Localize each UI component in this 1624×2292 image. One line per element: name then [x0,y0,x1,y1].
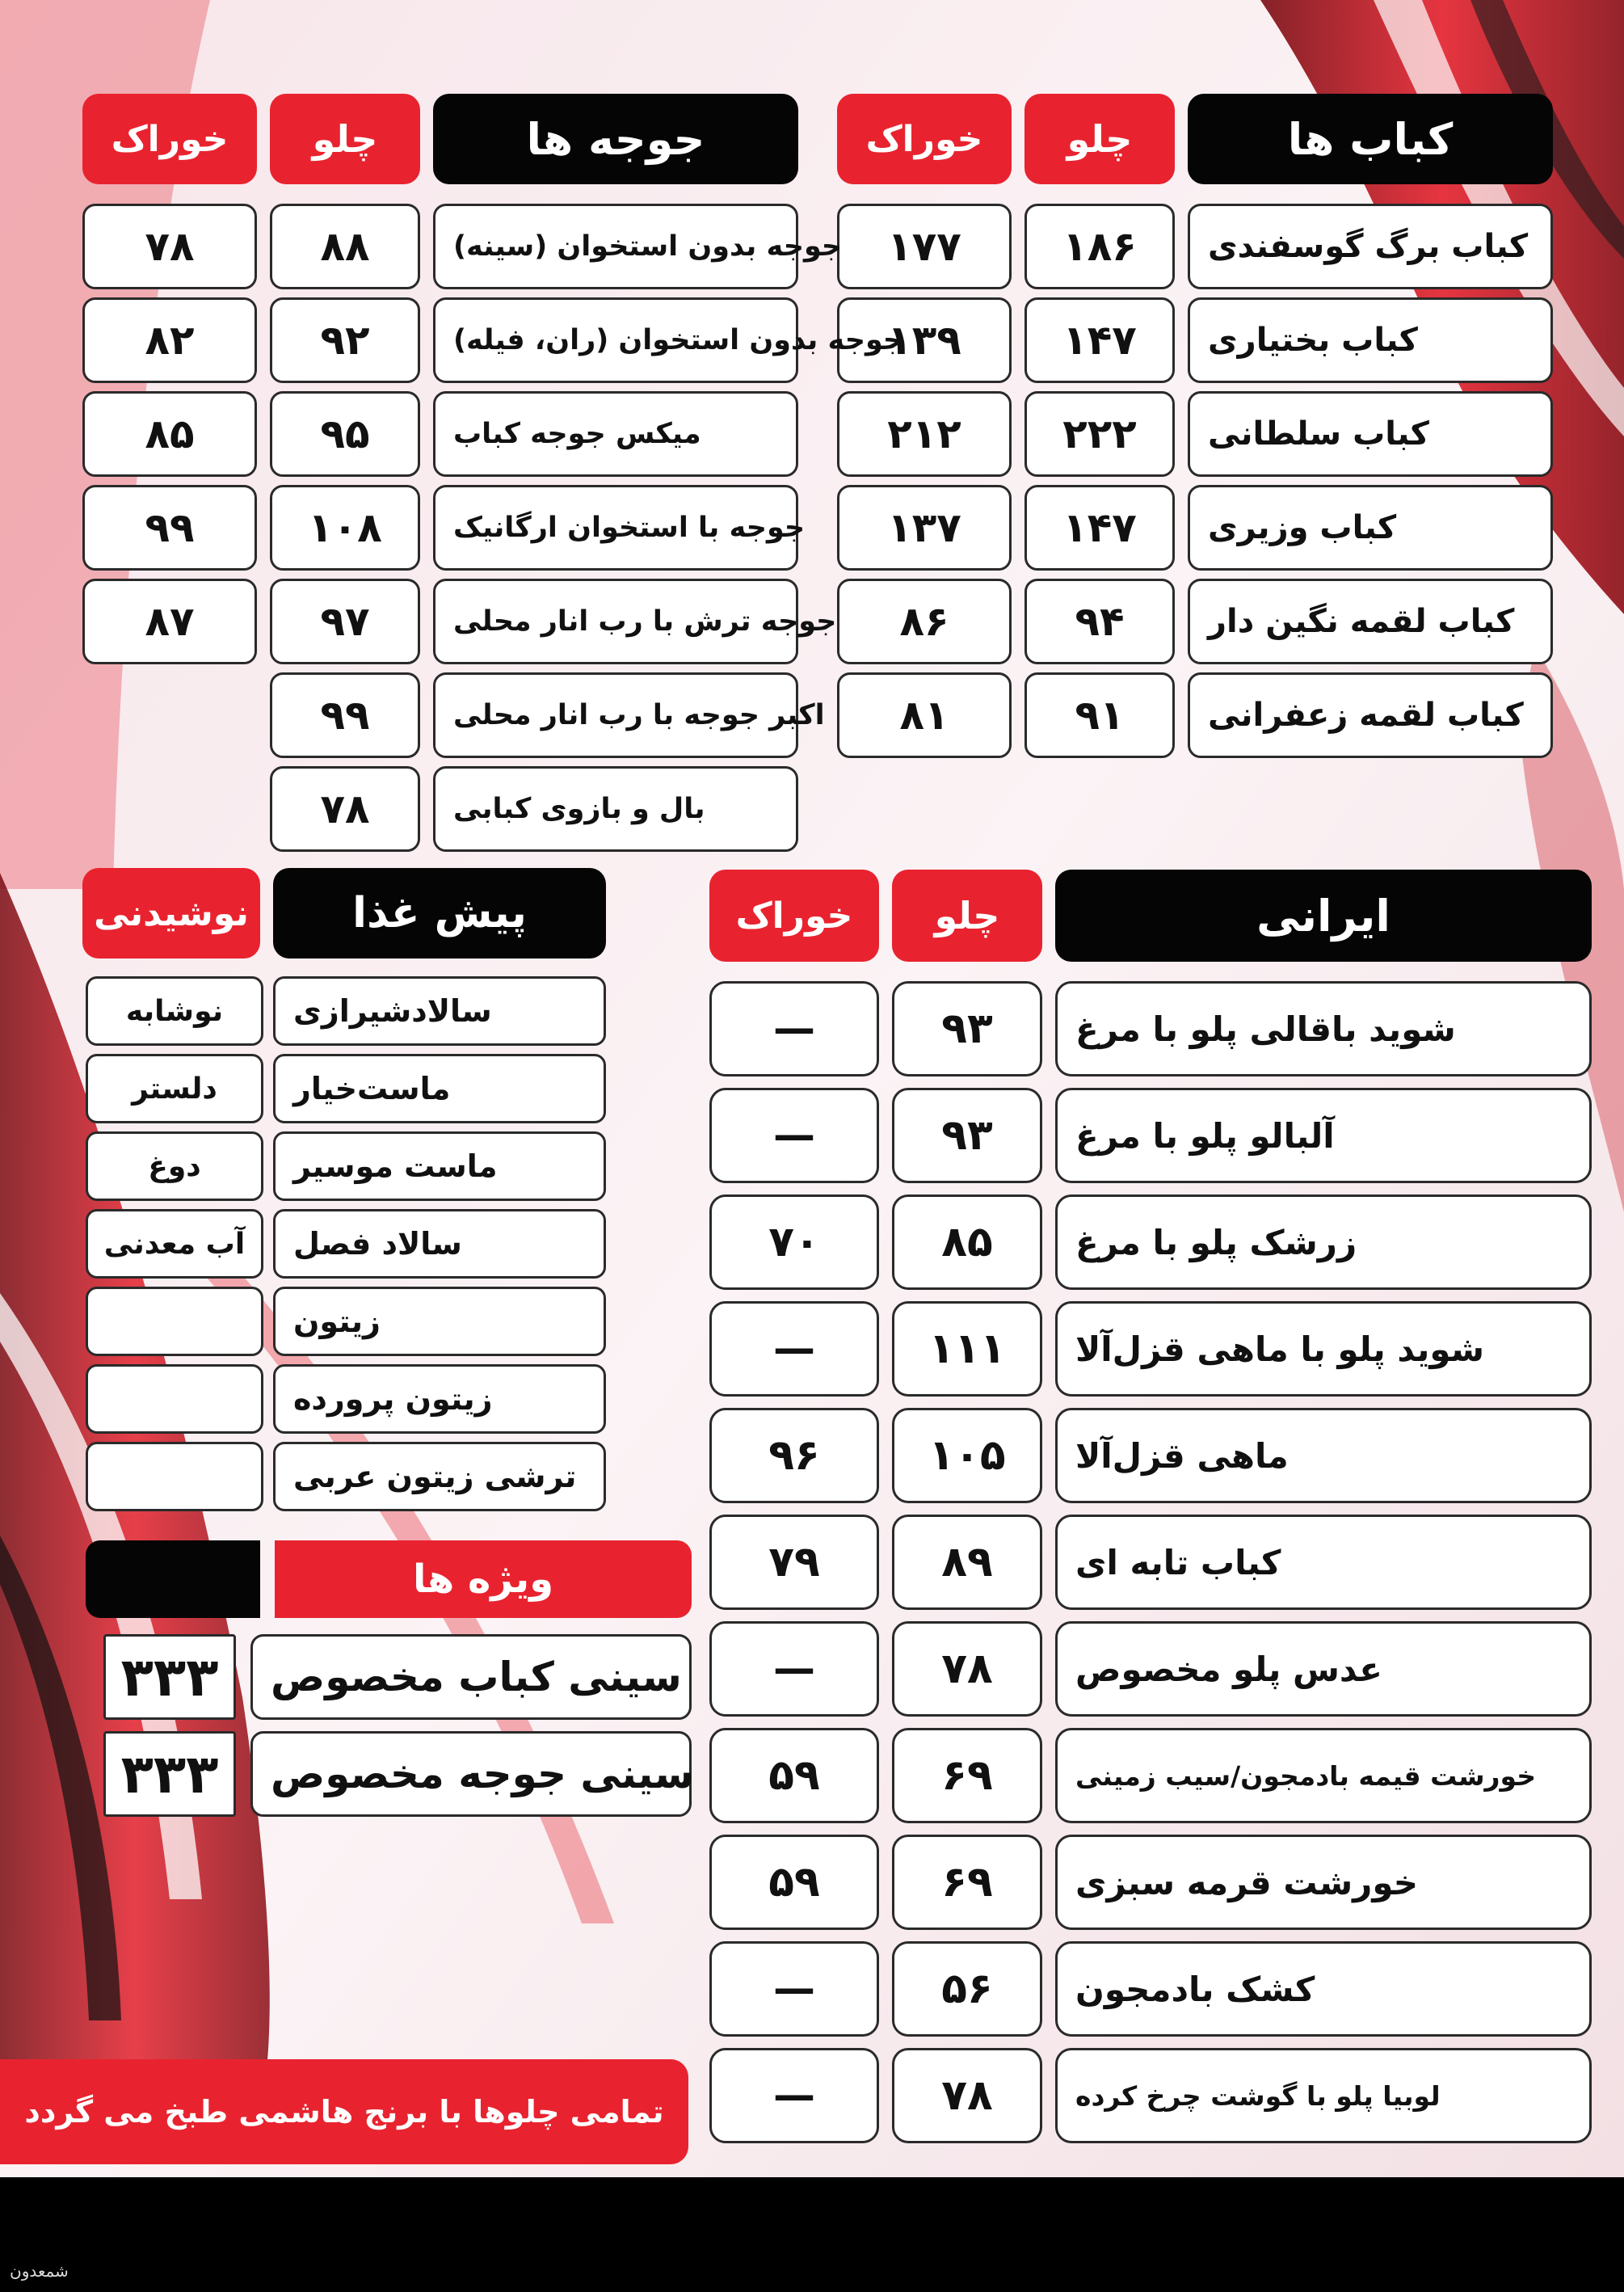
menu-row [709,1621,1592,1717]
chicken-item-chelo-price-text: ۸۸ [320,223,370,270]
iranian-item-khorak-price-text: — [773,1965,815,2013]
iranian-item-name [1055,1088,1592,1183]
kebab-item-khorak-price [837,579,1012,664]
menu-row [837,485,1553,571]
drink-item-name-text: آب معدنی [103,1227,246,1261]
drink-item-name [86,1364,263,1434]
chicken-item-khorak-price-text: ۸۲ [145,317,195,364]
chicken-item-name-text: اکبر جوجه با رب انار محلی [453,699,825,731]
empty-khorak-slot [82,766,257,852]
iranian-item-chelo-price-text: ۵۶ [941,1965,993,2013]
kebab-item-chelo-price [1024,391,1175,477]
iranian-item-khorak-price [709,981,879,1076]
drink-item-name-text: دوغ [148,1149,201,1183]
iranian-item-name [1055,981,1592,1076]
chicken-item-name [433,485,806,571]
drink-item-name [86,1131,263,1201]
menu-row [837,204,1553,289]
drink-item-name-text: دلستر [132,1072,217,1106]
menu-row [709,2048,1592,2143]
iranian-item-name-text: خورشت قرمه سبزی [1075,1862,1418,1902]
iranian-item-khorak-price-text: ۵۹ [768,1858,820,1906]
menu-row [82,1209,606,1279]
drink-item-name [86,976,263,1046]
appetizer-item-name-text: سالاد فصل [293,1226,462,1262]
menu-row [837,579,1553,664]
chicken-item-khorak-price [82,297,257,383]
appetizer-item-name-text: ماست‌خیار [293,1071,451,1106]
kebab-item-khorak-price [837,672,1012,758]
chicken-item-khorak-price-text: ۸۷ [145,598,195,645]
drink-item-name [86,1442,263,1511]
chicken-item-chelo-price [270,579,420,664]
kebab-item-khorak-price-text: ۸۶ [899,598,949,645]
kebab-item-name-text: کباب سلطانی [1208,415,1429,453]
menu-row [82,1442,606,1511]
chicken-item-name [433,391,798,477]
menu-row [82,1131,606,1201]
special-item-price [103,1634,236,1720]
appetizer-item-name-text: ماست موسیر [293,1148,498,1184]
menu-row [82,976,606,1046]
iranian-item-chelo-price-text: ۱۱۱ [928,1325,1006,1373]
chicken-item-chelo-price [270,485,420,571]
kebab-item-chelo-price-text: ۹۴ [1075,598,1125,645]
iranian-item-chelo-price-text: ۸۹ [941,1538,993,1586]
chicken-item-chelo-price-text: ۷۸ [320,786,370,832]
iranian-item-chelo-price [892,1728,1042,1823]
iranian-item-khorak-price [709,1088,879,1183]
menu-row [82,1287,606,1356]
chicken-item-chelo-price-text: ۹۹ [320,692,370,739]
chicken-item-name-text: بال و بازوی کبابی [453,793,705,825]
iranian-item-name-text: شوید باقالی پلو با مرغ [1075,1009,1456,1049]
iranian-item-chelo-price [892,2048,1042,2143]
chicken-item-chelo-price-text: ۹۲ [320,317,370,364]
special-item-name [250,1634,692,1720]
chicken-item-name-text: جوجه ترش با رب انار محلی [453,605,837,638]
iranian-item-chelo-price-text: ۸۵ [941,1218,993,1266]
iranian-item-chelo-price-text: ۷۸ [941,2071,993,2120]
kebab-item-name [1188,672,1553,758]
chicken-item-name [433,766,798,852]
iranian-section [709,870,1592,2155]
kebab-item-khorak-price [837,485,1012,571]
chicken-chelo-header: چلو [270,94,420,184]
drink-item-name [86,1054,263,1123]
special-item-price-text: ۳۳۳ [120,1645,219,1708]
iranian-item-khorak-price-text: ۵۹ [768,1751,820,1800]
menu-row [709,1088,1592,1183]
iranian-item-chelo-price [892,1194,1042,1290]
appetizer-item-name-text: زیتون [293,1304,381,1339]
kebab-item-chelo-price-text: ۱۴۷ [1062,317,1137,364]
chicken-item-khorak-price [82,579,257,664]
appetizer-item-name [273,1287,606,1356]
kebab-item-name [1188,485,1553,571]
chicken-item-name-text: جوجه بدون استخوان (سینه) [453,230,843,263]
menu-row [709,981,1592,1076]
chicken-item-name-text: جوجه با استخوان ارگانیک [453,512,806,544]
menu-row [82,204,843,289]
kebab-item-chelo-price [1024,297,1175,383]
kebab-section [837,94,1553,766]
iranian-item-name [1055,1621,1592,1717]
menu-row [709,1941,1592,2037]
iranian-item-name [1055,1301,1592,1397]
iranian-khorak-header: خوراک [709,870,879,962]
chicken-section [82,94,904,860]
iranian-item-chelo-price [892,1301,1042,1397]
iranian-item-name-text: کباب تابه ای [1075,1542,1281,1582]
empty-khorak-slot [82,672,257,758]
chicken-item-name-text: جوجه بدون استخوان (ران، فیله) [453,324,904,356]
specials-header-bar [86,1540,260,1618]
kebab-item-khorak-price [837,204,1012,289]
chicken-item-khorak-price [82,485,257,571]
menu-row [709,1515,1592,1610]
iranian-item-chelo-price-text: ۶۹ [941,1858,993,1906]
iranian-item-name-text: عدس پلو مخصوص [1075,1649,1382,1689]
iranian-item-chelo-price-text: ۶۹ [941,1751,993,1800]
appetizer-item-name [273,1209,606,1279]
iranian-item-name [1055,1408,1592,1503]
iranian-item-khorak-price-text: — [773,1645,815,1693]
menu-row [709,1301,1592,1397]
kebab-item-khorak-price-text: ۱۷۷ [887,223,961,270]
chicken-item-khorak-price-text: ۹۹ [145,504,195,551]
menu-row [82,766,798,852]
kebab-item-name [1188,204,1553,289]
iranian-item-khorak-price-text: — [773,2071,815,2120]
iranian-item-name-text: خورشت قیمه بادمجون/سیب زمینی [1075,1759,1536,1792]
kebab-item-khorak-price-text: ۸۱ [899,692,949,739]
kebab-item-chelo-price-text: ۱۴۷ [1062,504,1137,551]
chicken-item-chelo-price [270,297,420,383]
iranian-item-chelo-price [892,1621,1042,1717]
chicken-item-chelo-price [270,766,420,852]
menu-row [709,1835,1592,1930]
special-item-price [103,1731,236,1817]
appetizer-section [82,868,606,1519]
menu-row [86,1731,692,1817]
appetizer-item-name [273,1131,606,1201]
kebab-item-chelo-price [1024,485,1175,571]
iranian-item-khorak-price-text: ۷۹ [768,1538,820,1586]
iranian-item-name [1055,1835,1592,1930]
iranian-item-khorak-price [709,1515,879,1610]
appetizer-item-name-text: سالادشیرازی [293,993,492,1029]
menu-row [82,672,825,758]
kebab-item-name [1188,297,1553,383]
kebab-item-name-text: کباب وزیری [1208,509,1397,546]
menu-row [709,1408,1592,1503]
special-item-name-text: سینی جوجه مخصوص [271,1751,694,1797]
drinks-section-title: نوشیدنی [82,868,260,959]
special-item-name [250,1731,692,1817]
kebab-section-title: کباب ها [1188,94,1553,184]
kebab-item-chelo-price [1024,672,1175,758]
iranian-item-chelo-price [892,981,1042,1076]
specials-section [86,1540,692,1828]
iranian-item-khorak-price [709,1728,879,1823]
menu-row [82,1054,606,1123]
chicken-khorak-header: خوراک [82,94,257,184]
menu-row [82,1364,606,1434]
iranian-item-khorak-price-text: — [773,1111,815,1160]
footer-bar [0,2177,1624,2292]
appetizer-item-name [273,1442,606,1511]
iranian-item-name-text: لوبیا پلو با گوشت چرخ کرده [1075,2079,1441,2112]
chicken-item-chelo-price-text: ۹۵ [320,411,370,457]
kebab-item-name-text: کباب بختیاری [1208,322,1418,359]
iranian-item-chelo-price [892,1088,1042,1183]
iranian-item-chelo-price-text: ۹۳ [941,1005,993,1053]
kebab-item-khorak-price-text: ۱۳۹ [887,317,961,364]
kebab-item-chelo-price-text: ۹۱ [1075,692,1125,739]
iranian-item-khorak-price [709,1194,879,1290]
credit-text: شمعدون [10,2261,69,2281]
iranian-item-khorak-price-text: — [773,1005,815,1053]
iranian-item-chelo-price-text: ۷۸ [941,1645,993,1693]
iranian-item-khorak-price-text: ۹۶ [768,1431,820,1480]
menu-row [837,297,1553,383]
kebab-item-name-text: کباب لقمه نگین دار [1208,603,1515,640]
kebab-item-khorak-price-text: ۱۳۷ [887,504,961,551]
kebab-item-chelo-price [1024,579,1175,664]
iranian-section-title: ایرانی [1055,870,1592,962]
iranian-item-khorak-price-text: ۷۰ [768,1218,820,1266]
kebab-khorak-header: خوراک [837,94,1012,184]
kebab-item-name [1188,391,1553,477]
iranian-item-khorak-price [709,1941,879,2037]
chicken-item-chelo-price [270,204,420,289]
chicken-item-name [433,672,825,758]
iranian-item-chelo-price-text: ۹۳ [941,1111,993,1160]
menu-row [82,391,798,477]
chicken-item-chelo-price [270,672,420,758]
iranian-item-chelo-price [892,1941,1042,2037]
menu-row [82,485,806,571]
chicken-item-khorak-price-text: ۸۵ [145,411,195,457]
chicken-item-name [433,204,843,289]
rice-note-banner: تمامی چلوها با برنج هاشمی طبخ می گردد [0,2059,688,2164]
iranian-item-name [1055,1515,1592,1610]
chicken-item-chelo-price-text: ۹۷ [320,598,370,645]
chicken-item-khorak-price-text: ۷۸ [145,223,195,270]
iranian-item-name-text: کشک بادمجون [1075,1969,1315,2009]
chicken-item-chelo-price-text: ۱۰۸ [308,504,382,551]
iranian-item-chelo-price [892,1408,1042,1503]
menu-row [86,1634,692,1720]
menu-row [837,391,1553,477]
iranian-item-khorak-price [709,1621,879,1717]
kebab-item-name-text: کباب برگ گوسفندی [1208,228,1529,265]
iranian-item-name [1055,1194,1592,1290]
chicken-item-chelo-price [270,391,420,477]
drink-item-name [86,1209,263,1279]
iranian-item-khorak-price [709,1835,879,1930]
iranian-item-name-text: شوید پلو با ماهی قزل‌آلا [1075,1329,1485,1369]
drink-item-name-text: نوشابه [125,994,224,1028]
kebab-item-chelo-price [1024,204,1175,289]
drink-item-name [86,1287,263,1356]
appetizer-item-name [273,1054,606,1123]
kebab-item-khorak-price [837,391,1012,477]
iranian-item-chelo-price [892,1835,1042,1930]
specials-section-title: ویژه ها [275,1540,692,1618]
iranian-item-name [1055,2048,1592,2143]
iranian-item-khorak-price [709,2048,879,2143]
iranian-chelo-header: چلو [892,870,1042,962]
appetizer-item-name [273,976,606,1046]
iranian-item-name [1055,1941,1592,2037]
chicken-item-name-text: میکس جوجه کباب [453,418,701,450]
iranian-item-name-text: ماهی قزل‌آلا [1075,1435,1289,1476]
iranian-item-name-text: آلبالو پلو با مرغ [1075,1115,1335,1156]
kebab-item-name [1188,579,1553,664]
kebab-item-chelo-price-text: ۲۲۲ [1062,411,1137,457]
iranian-item-khorak-price [709,1408,879,1503]
iranian-item-chelo-price-text: ۱۰۵ [928,1431,1006,1480]
appetizer-section-title: پیش غذا [273,868,606,959]
menu-row [82,297,904,383]
chicken-item-khorak-price [82,204,257,289]
menu-row [709,1728,1592,1823]
chicken-item-name [433,579,837,664]
kebab-item-chelo-price-text: ۱۸۶ [1062,223,1137,270]
appetizer-item-name-text: زیتون پرورده [293,1381,493,1417]
chicken-section-title: جوجه ها [433,94,798,184]
kebab-chelo-header: چلو [1024,94,1175,184]
iranian-item-chelo-price [892,1515,1042,1610]
menu-row [837,672,1553,758]
special-item-name-text: سینی کباب مخصوص [271,1654,682,1700]
menu-row [82,579,837,664]
special-item-price-text: ۳۳۳ [120,1742,219,1805]
appetizer-item-name-text: ترشی زیتون عربی [293,1459,577,1494]
chicken-item-khorak-price [82,391,257,477]
iranian-item-name [1055,1728,1592,1823]
chicken-item-name [433,297,904,383]
iranian-item-khorak-price [709,1301,879,1397]
kebab-item-name-text: کباب لقمه زعفرانی [1208,697,1524,734]
kebab-item-khorak-price-text: ۲۱۲ [887,411,961,457]
iranian-item-khorak-price-text: — [773,1325,815,1373]
appetizer-item-name [273,1364,606,1434]
menu-row [709,1194,1592,1290]
iranian-item-name-text: زرشک پلو با مرغ [1075,1222,1357,1262]
